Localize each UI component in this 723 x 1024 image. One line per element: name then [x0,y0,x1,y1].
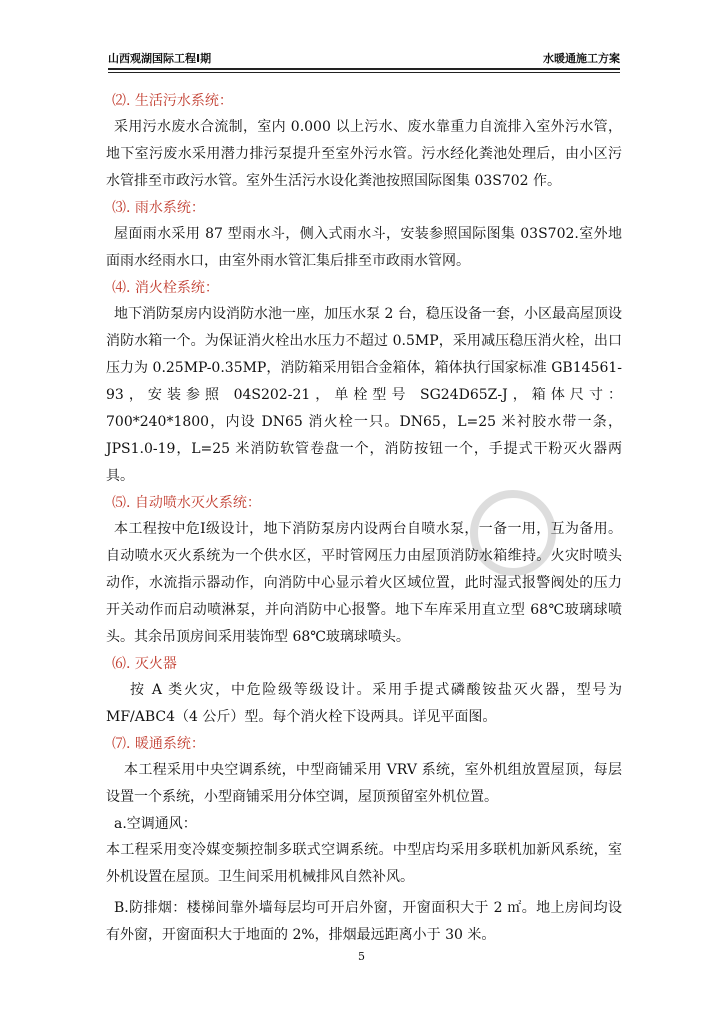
section-text-hydrant: 地下消防泵房内设消防水池一座，加压水泵 2 台，稳压设备一套，小区最高屋顶设消防水箱一个。为保证消火栓出水压力不超过 0.5MP，采用减压稳压消火栓，出口压力为 0.25MP-0.35MP，消防箱采用铝合金箱体，箱体执行国家标准 GB14561-93，安装参照 04S202-21，单栓型号 SG24D65Z-J，箱体尺寸：700*240*1800，内设 DN65 消火栓一只。DN65，L=25 米衬胶水带一条，JPS1.0-19，L=25 米消防软管卷盘一个，消防按钮一个，手提式干粉灭火器两具。 [106,306,622,484]
header-right-title: 水暖通施工方案 [543,52,620,65]
ventilation-text: 本工程采用变冷媒变频控制多联式空调系统。中型店均采用多联机加新风系统，室外机设置在屋顶。卫生间采用机械排风自然补风。 [106,842,622,885]
section-heading-sewage: ⑵. 生活污水系统： [112,93,233,109]
page-header [108,48,620,70]
section-heading-sprinkler: ⑸. 自动喷水灭火系统： [112,495,261,511]
page-number: 5 [358,950,365,963]
section-text-rainwater: 屋面雨水采用 87 型雨水斗，侧入式雨水斗，安装参照国际图集 03S702.室外地面雨水经雨水口，由室外雨水管汇集后排至市政雨水管网。 [106,226,622,269]
section-text-sewage: 采用污水废水合流制，室内 0.000 以上污水、废水靠重力自流排入室外污水管，地下室污废水采用潜力排污泵提升至室外污水管。污水经化粪池处理后，由小区污水管排至市政污水管。室外生活污水设化粪池按照国际图集 03S702 作。 [106,119,622,189]
document-body [106,88,622,949]
section-text-sprinkler: 本工程按中危Ⅰ级设计，地下消防泵房内设两台自喷水泵，一备一用，互为备用。自动喷水灭火系统为一个供水区，平时管网压力由屋顶消防水箱维持。火灾时喷头动作，水流指示器动作，向消防中心显示着火区域位置，此时湿式报警阀处的压力开关动作而启动喷淋泵，并向消防中心报警。地下车库采用直立型 68℃玻璃球喷头。其余吊顶房间采用装饰型 68℃玻璃球喷头。 [106,521,622,645]
section-heading-hydrant: ⑷. 消火栓系统： [112,280,219,296]
section-text-hvac: 本工程采用中央空调系统，中型商铺采用 VRV 系统，室外机组放置屋顶，每层设置一个系统，小型商铺采用分体空调，屋顶预留室外机位置。 [106,762,622,805]
header-left-title: 山西观湖国际工程Ⅰ期 [108,52,212,65]
ventilation-label: a.空调通风： [114,816,197,832]
section-heading-extinguisher: ⑹. 灭火器 [112,656,177,672]
smoke-control-text: B.防排烟：楼梯间靠外墙每层均可开启外窗，开窗面积大于 2 ㎡。地上房间均设有外窗，开窗面积大于地面的 2%，排烟最远距离小于 30 米。 [106,900,622,943]
section-text-extinguisher: 按 A 类火灾，中危险级等级设计。采用手提式磷酸铵盐灭火器，型号为 MF/ABC4（4 公斤）型。每个消火栓下设两具。详见平面图。 [106,682,622,725]
section-heading-hvac: ⑺. 暖通系统： [112,736,205,752]
section-heading-rainwater: ⑶. 雨水系统： [112,200,205,216]
